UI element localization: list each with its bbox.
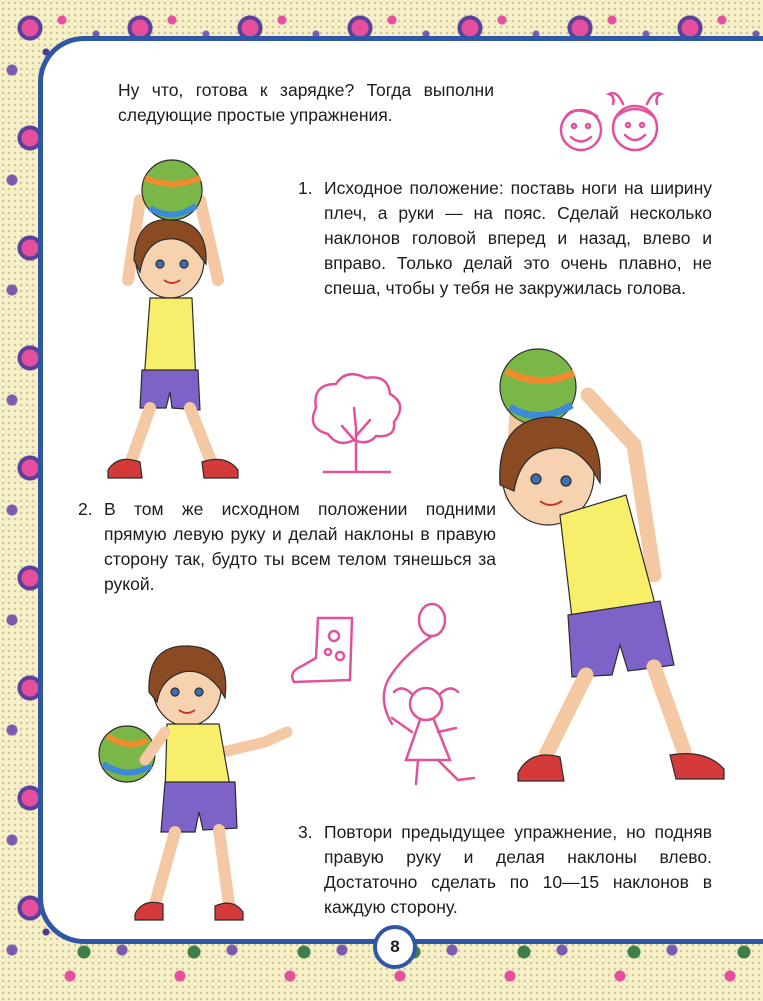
exercise-2-number: 2.	[78, 499, 93, 519]
smiley-faces-doodle	[555, 78, 665, 168]
exercise-2-text: В том же исходном положении подними прямую левую руку и делай наклоны в правую сторону так, будто ты всем телом тянешься за рукой.	[104, 499, 496, 594]
page-number: 8	[373, 925, 417, 969]
exercise-1-text: Исходное положение: поставь ноги на ширину плеч, а руки — на пояс. Сделай несколько наклонов головой вперед и назад, влево и вправо. Только делай это очень плавно, не спеша, чтобы у тебя не закружилась голова.	[324, 178, 712, 298]
exercise-3-text: Повтори предыдущее упражнение, но подняв правую руку и делая наклоны влево. Достаточно сделать по 10—15 наклонов в каждую сторону.	[324, 822, 712, 917]
girl-ball-overhead-illustration	[100, 160, 250, 490]
tree-doodle	[300, 370, 412, 478]
girl-side-bend-illustration	[488, 345, 728, 790]
exercise-2	[78, 497, 496, 597]
exercise-1	[298, 176, 712, 301]
girl-with-balloon-doodle	[372, 600, 492, 790]
exercise-3-number: 3.	[298, 822, 313, 842]
intro-text: Ну что, готова к зарядке? Тогда выполни следующие простые упражнения.	[118, 80, 494, 125]
exercise-1-number: 1.	[298, 178, 313, 198]
exercise-3	[298, 820, 712, 920]
girl-holding-ball-illustration	[95, 632, 300, 924]
